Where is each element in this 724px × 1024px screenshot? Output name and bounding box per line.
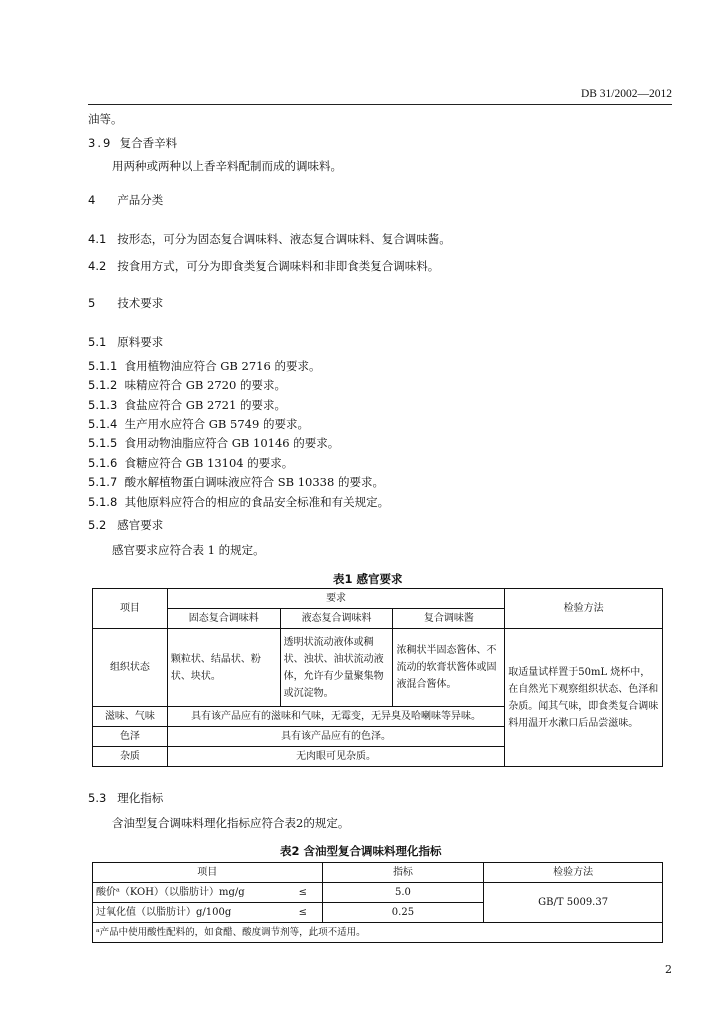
section-4-2: 4.2 按食用方式，可分为即食类复合调味料和非即食类复合调味料。	[88, 259, 440, 273]
t2-acid-value-operator: ≤	[284, 883, 322, 903]
section-4-heading: 4 产品分类	[88, 193, 164, 207]
t1-header-method: 检验方法	[505, 589, 663, 629]
section-5-1-heading: 5.1 原料要求	[88, 335, 164, 349]
t2-peroxide-value-operator: ≤	[284, 903, 322, 923]
header-rule	[88, 104, 672, 105]
t2-header-index: 指标	[322, 863, 484, 883]
item-5-1-1: 5.1.1 食用植物油应符合 GB 2716 的要求。	[88, 359, 321, 373]
t1-row-texture-sauce: 浓稠状半固态酱体、不流动的软膏状酱体或固液混合酱体。	[393, 629, 505, 707]
t2-acid-value: 5.0	[322, 883, 484, 903]
t2-header-method: 检验方法	[484, 863, 663, 883]
item-5-1-2: 5.1.2 味精应符合 GB 2720 的要求。	[88, 378, 286, 392]
item-5-1-4: 5.1.4 生产用水应符合 GB 5749 的要求。	[88, 417, 309, 431]
t1-row-taste-text: 具有该产品应有的滋味和气味，无霉变，无异臭及哈喇味等异味。	[167, 707, 504, 727]
t1-header-requirements: 要求	[167, 589, 504, 609]
section-5-3-text: 含油型复合调味料理化指标应符合表2的规定。	[112, 816, 350, 830]
t1-header-item: 项目	[93, 589, 168, 629]
section-5-heading: 5 技术要求	[88, 296, 164, 310]
t2-footnote: ᵃ产品中使用酸性配料的，如食醋、酸度调节剂等，此项不适用。	[93, 923, 663, 943]
item-5-1-5: 5.1.5 食用动物油脂应符合 GB 10146 的要求。	[88, 436, 340, 450]
continuation-text: 油等。	[88, 112, 123, 126]
table1-caption: 表1 感官要求	[333, 572, 403, 586]
t1-header-solid: 固态复合调味料	[167, 609, 280, 629]
page-number: 2	[665, 963, 672, 976]
item-5-1-7: 5.1.7 酸水解植物蛋白调味液应符合 SB 10338 的要求。	[88, 475, 384, 489]
t1-row-texture-solid: 颗粒状、结晶状、粉状、块状。	[167, 629, 280, 707]
section-5-2-heading: 5.2 感官要求	[88, 518, 164, 532]
doc-code: DB 31/2002—2012	[580, 88, 672, 100]
t1-row-color-label: 色泽	[93, 727, 168, 747]
section-3-9-heading: 3.9 复合香辛料	[88, 136, 178, 150]
t1-row-color-text: 具有该产品应有的色泽。	[167, 727, 504, 747]
section-5-3-heading: 5.3 理化指标	[88, 791, 164, 805]
t1-row-taste-label: 滋味、气味	[93, 707, 168, 727]
t2-acid-value-label: 酸价ᵃ（KOH）（以脂肪计）mg/g	[93, 883, 285, 903]
t2-peroxide-value-label: 过氧化值（以脂肪计）g/100g	[93, 903, 285, 923]
t2-peroxide-value: 0.25	[322, 903, 484, 923]
sensory-requirements-table	[92, 588, 663, 767]
t1-row-impurity-label: 杂质	[93, 747, 168, 767]
section-5-2-text: 感官要求应符合表 1 的规定。	[112, 543, 265, 557]
section-4-1: 4.1 按形态，可分为固态复合调味料、液态复合调味料、复合调味酱。	[88, 232, 451, 246]
t1-row-impurity-text: 无肉眼可见杂质。	[167, 747, 504, 767]
t2-test-method: GB/T 5009.37	[484, 883, 663, 923]
t1-row-texture-label: 组织状态	[93, 629, 168, 707]
physicochemical-table	[92, 862, 663, 943]
t1-header-sauce: 复合调味酱	[393, 609, 505, 629]
item-5-1-3: 5.1.3 食盐应符合 GB 2721 的要求。	[88, 398, 286, 412]
table2-caption: 表2 含油型复合调味料理化指标	[280, 844, 442, 858]
t1-row-texture-liquid: 透明状流动液体或稠状、浊状、油状流动液体，允许有少量聚集物或沉淀物。	[280, 629, 393, 707]
section-3-9-text: 用两种或两种以上香辛料配制而成的调味料。	[112, 159, 342, 173]
t1-header-liquid: 液态复合调味料	[280, 609, 393, 629]
item-5-1-8: 5.1.8 其他原料应符合的相应的食品安全标准和有关规定。	[88, 495, 390, 509]
item-5-1-6: 5.1.6 食糖应符合 GB 13104 的要求。	[88, 456, 294, 470]
t2-header-item: 项目	[93, 863, 323, 883]
t1-test-method: 取适量试样置于50mL 烧杯中，在自然光下观察组织状态、色泽和杂质。闻其气味，即食类复合调味料用温开水漱口后品尝滋味。	[505, 629, 663, 767]
